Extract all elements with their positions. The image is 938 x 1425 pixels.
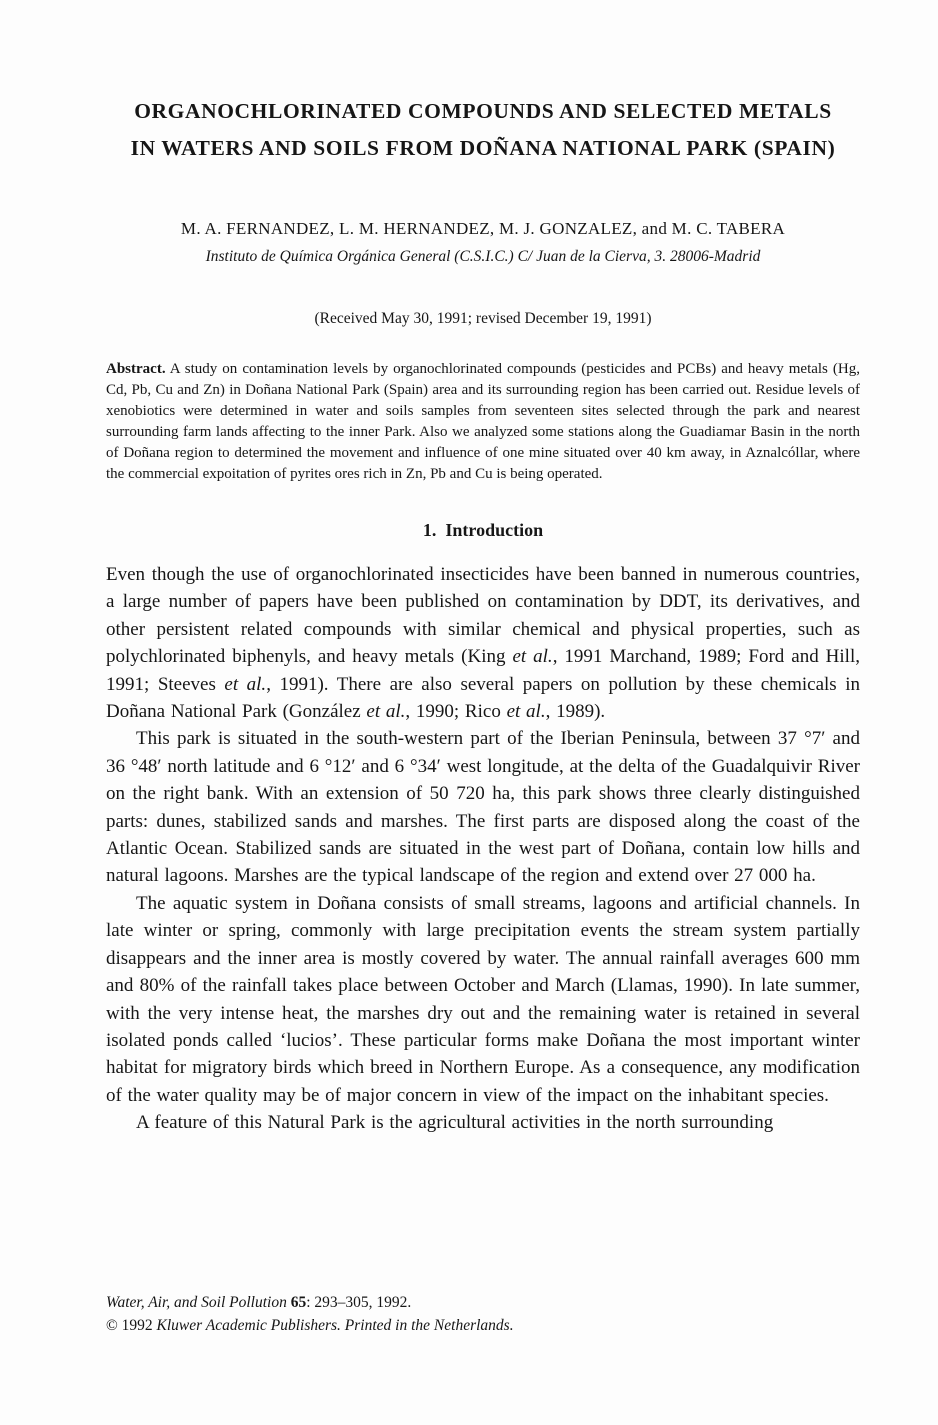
paragraph-intro-3: The aquatic system in Doñana consists of small streams, lagoons and artificial channels. In late winter or spring, commonly with large precipitation events the stream system partially disappears and the inner area is mostly covered by water. The annual rainfall averages 600 mm and 80% of the rainfall takes place between October and March (Llamas, 1990). In late summer, with the very intense heat, the marshes dry out and the remaining water is retained in several isolated ponds called ‘lucios’. These particular forms make Doñana the most important winter habitat for migratory birds which breed in Northern Europe. As a consequence, any modification of the water quality may be of major concern in view of the impact on the inhabitant species. (106, 892, 860, 1106)
footer-citation: Water, Air, and Soil Pollution 65: 293–305, 1992. (106, 1294, 412, 1311)
paragraph-intro-1: Even though the use of organochlorinated insecticides have been banned in numerous countries, a large number of papers have been published on contamination by DDT, its derivatives, and other persistent related compounds with similar chemical and physical properties, such as polychlorinated biphenyls, and heavy metals (King et al., 1991 Marchand, 1989; Ford and Hill, 1991; Steeves et al., 1991). There are also several papers on pollution by these chemicals in Doñana National Park (González et al., 1990; Rico et al., 1989). (106, 564, 860, 723)
received-line: (Received May 30, 1991; revised December 19, 1991) (314, 310, 652, 327)
section-title: Introduction (445, 520, 544, 540)
authors-line: M. A. FERNANDEZ, L. M. HERNANDEZ, M. J. GONZALEZ, and M. C. TABERA (180, 219, 786, 238)
title-line-1: ORGANOCHLORINATED COMPOUNDS AND SELECTED METALS (134, 99, 832, 123)
abstract-label: Abstract. (106, 361, 166, 377)
section-number: 1. (422, 520, 437, 540)
section-heading-introduction (106, 520, 860, 541)
affiliation-line: Instituto de Química Orgánica General (C.S.I.C.) C/ Juan de la Cierva, 3. 28006-Madrid (205, 248, 761, 265)
page-title (106, 93, 860, 167)
paragraph-intro-4: A feature of this Natural Park is the agricultural activities in the north surrounding (136, 1112, 774, 1134)
paragraph-intro-2: This park is situated in the south-western part of the Iberian Peninsula, between 37 °7′ and 36 °48′ north latitude and 6 °12′ and 6 °34′ west longitude, at the delta of the Guadalquivir River on the right bank. With an extension of 50 720 ha, this park shows three clearly distinguished parts: dunes, stabilized sands and marshes. The first parts are disposed along the coast of the Atlantic Ocean. Stabilized sands are situated in the west part of Doñana, contain low hills and natural lagoons. Marshes are the typical landscape of the region and extend over 27 000 ha. (106, 728, 860, 887)
journal-footer (106, 1291, 860, 1337)
introduction-body (106, 561, 860, 1137)
abstract-text: A study on contamination levels by organochlorinated compounds (pesticides and PCBs) and heavy metals (Hg, Cd, Pb, Cu and Zn) in Doñana National Park (Spain) area and its surrounding region has been carried out. Residue levels of xenobiotics were determined in water and soils samples from seventeen sites selected through the park and nearest surrounding farm lands affecting to the inner Park. Also we analyzed some stations along the Guadiamar Basin in the north of Doñana region to determined the movement and influence of one mine situated over 40 km away, in Aznalcóllar, where the commercial expoitation of pyrites ores rich in Zn, Pb and Cu is being operated. (106, 361, 860, 482)
footer-copyright: © 1992 Kluwer Academic Publishers. Printed in the Netherlands. (106, 1317, 514, 1334)
abstract (106, 359, 860, 485)
title-line-2: IN WATERS AND SOILS FROM DOÑANA NATIONAL PARK (SPAIN) (130, 136, 836, 160)
